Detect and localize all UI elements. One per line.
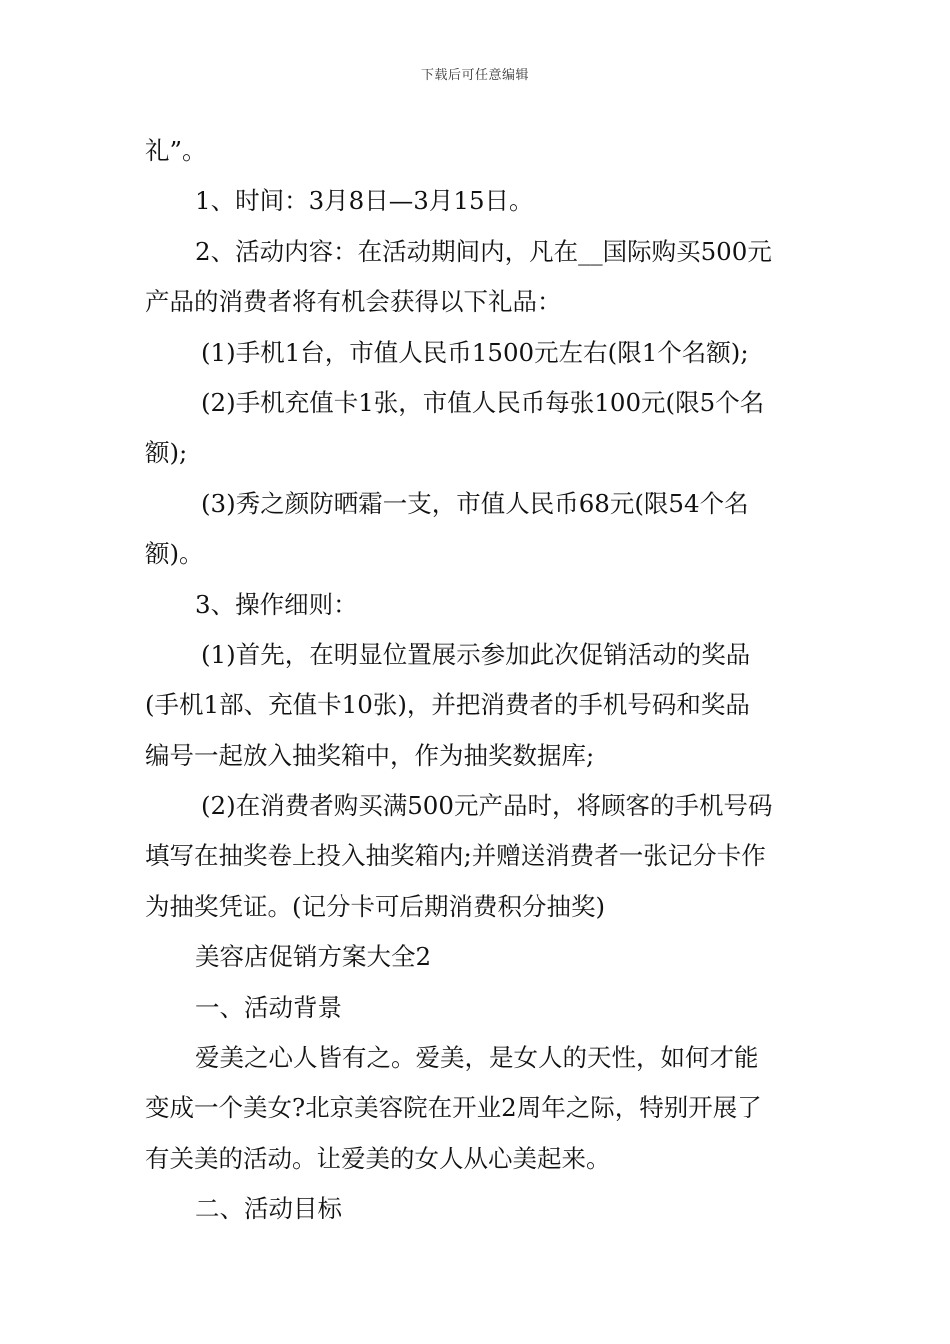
text-line: 礼”。 [145,136,207,165]
text-line: 为抽奖凭证。(记分卡可后期消费积分抽奖) [145,891,606,921]
text-line: 填写在抽奖卷上投入抽奖箱内;并赠送消费者一张记分卡作 [145,841,766,871]
text-line: 额); [145,438,188,468]
section-heading: 一、活动背景 [195,992,342,1022]
text-line: 产品的消费者将有机会获得以下礼品： [145,287,562,317]
text-line: 编号一起放入抽奖箱中，作为抽奖数据库; [145,740,595,770]
text-line: (手机1部、充值卡10张)，并把消费者的手机号码和奖品 [145,690,750,720]
text-line: (2)手机充值卡1张，市值人民币每张100元(限5个名 [201,387,765,417]
text-line: (1)首先，在明显位置展示参加此次促销活动的奖品 [201,639,751,669]
text-line: 有关美的活动。让爱美的女人从心美起来。 [145,1143,611,1173]
section-heading: 二、活动目标 [195,1194,342,1224]
page-header-note: 下载后可任意编辑 [420,68,529,83]
text-line: (1)手机1台，市值人民币1500元左右(限1个名额); [201,337,749,367]
text-line: (2)在消费者购买满500元产品时，将顾客的手机号码 [201,791,773,821]
text-line: 爱美之心人皆有之。爱美，是女人的天性，如何才能 [195,1043,759,1073]
text-line: 额)。 [145,539,204,569]
section-title: 美容店促销方案大全2 [195,942,432,972]
text-line: (3)秀之颜防晒霜一支，市值人民币68元(限54个名 [201,488,749,518]
document-body [145,126,807,1235]
text-line: 3、操作细则： [195,589,358,619]
text-line: 1、时间：3月8日—3月15日。 [195,186,534,216]
text-line: 2、活动内容：在活动期间内，凡在__国际购买500元 [195,236,772,266]
text-line: 变成一个美女?北京美容院在开业2周年之际，特别开展了 [145,1093,762,1123]
